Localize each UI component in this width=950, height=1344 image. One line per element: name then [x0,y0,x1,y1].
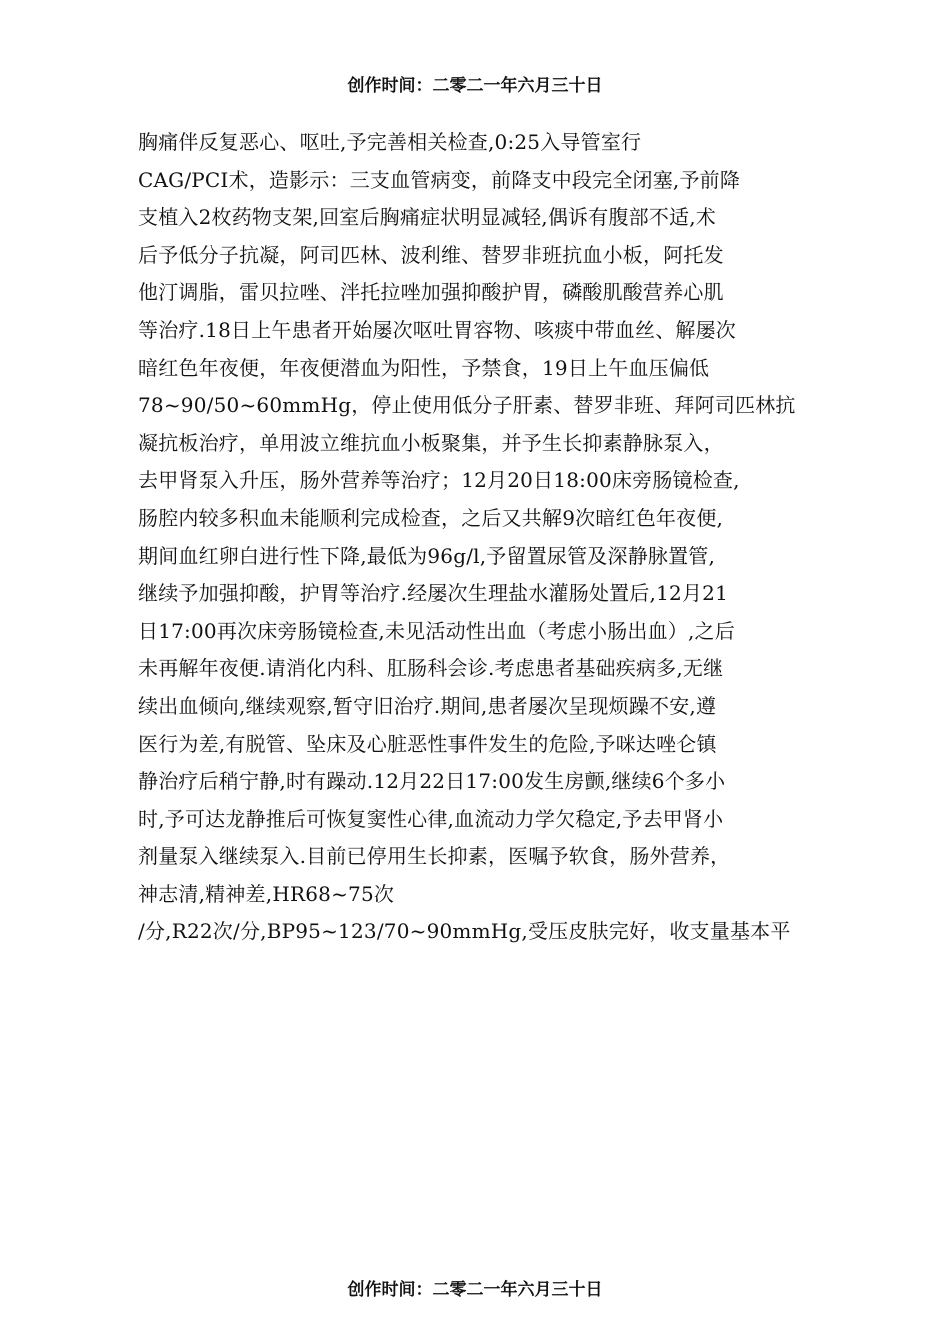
text-line: 期间血红卵白进行性下降,最低为96g/l,予留置尿管及深静脉置管, [138,543,716,568]
page-header: 创作时间：二零二一年六月三十日 [347,76,603,96]
text-line: 去甲肾泵入升压，肠外营养等治疗；12月20日18:00床旁肠镜检查, [138,468,740,493]
text-line: 他汀调脂，雷贝拉唑、泮托拉唑加强抑酸护胃，磷酸肌酸营养心肌 [138,280,724,305]
text-line: 等治疗.18日上午患者开始屡次呕吐胃容物、咳痰中带血丝、解屡次 [138,317,737,342]
text-line: 日17:00再次床旁肠镜检查,未见活动性出血（考虑小肠出血）,之后 [138,618,735,643]
page-footer: 创作时间：二零二一年六月三十日 [347,1280,603,1300]
text-line: 后予低分子抗凝，阿司匹林、波利维、替罗非班抗血小板，阿托发 [138,242,724,267]
text-line: 78~90/50~60mmHg，停止使用低分子肝素、替罗非班、拜阿司匹林抗 [138,393,796,418]
text-line: 肠腔内较多积血未能顺利完成检查，之后又共解9次暗红色年夜便, [138,505,724,530]
text-line: 剂量泵入继续泵入.目前已停用生长抑素，医嘱予软食，肠外营养， [138,844,731,869]
text-line: 继续予加强抑酸，护胃等治疗.经屡次生理盐水灌肠处置后,12月21 [138,581,729,606]
text-line: 支植入2枚药物支架,回室后胸痛症状明显减轻,偶诉有腹部不适,术 [138,205,716,230]
text-line: CAG/PCI术，造影示：三支血管病变，前降支中段完全闭塞,予前降 [138,167,741,192]
text-line: 静治疗后稍宁静,时有躁动.12月22日17:00发生房颤,继续6个多小 [138,769,726,794]
text-line: /分,R22次/分,BP95~123/70~90mmHg,受压皮肤完好，收支量基本平 [138,919,791,944]
text-line: 未再解年夜便.请消化内科、肛肠科会诊.考虑患者基础疾病多,无继 [138,656,724,681]
document-body [138,124,818,951]
text-line: 医行为差,有脱管、坠床及心脏恶性事件发生的危险,予咪达唑仑镇 [138,731,717,756]
text-line: 时,予可达龙静推后可恢复窦性心律,血流动力学欠稳定,予去甲肾小 [138,806,724,831]
text-line: 续出血倾向,继续观察,暂守旧治疗.期间,患者屡次呈现烦躁不安,遵 [138,693,717,718]
text-line: 凝抗板治疗，单用波立维抗血小板聚集，并予生长抑素静脉泵入， [138,430,724,455]
text-line: 神志清,精神差,HR68~75次 [138,881,395,906]
text-line: 暗红色年夜便，年夜便潜血为阳性，予禁食，19日上午血压偏低 [138,355,710,380]
text-line: 胸痛伴反复恶心、呕吐,予完善相关检查,0:25入导管室行 [138,130,642,154]
